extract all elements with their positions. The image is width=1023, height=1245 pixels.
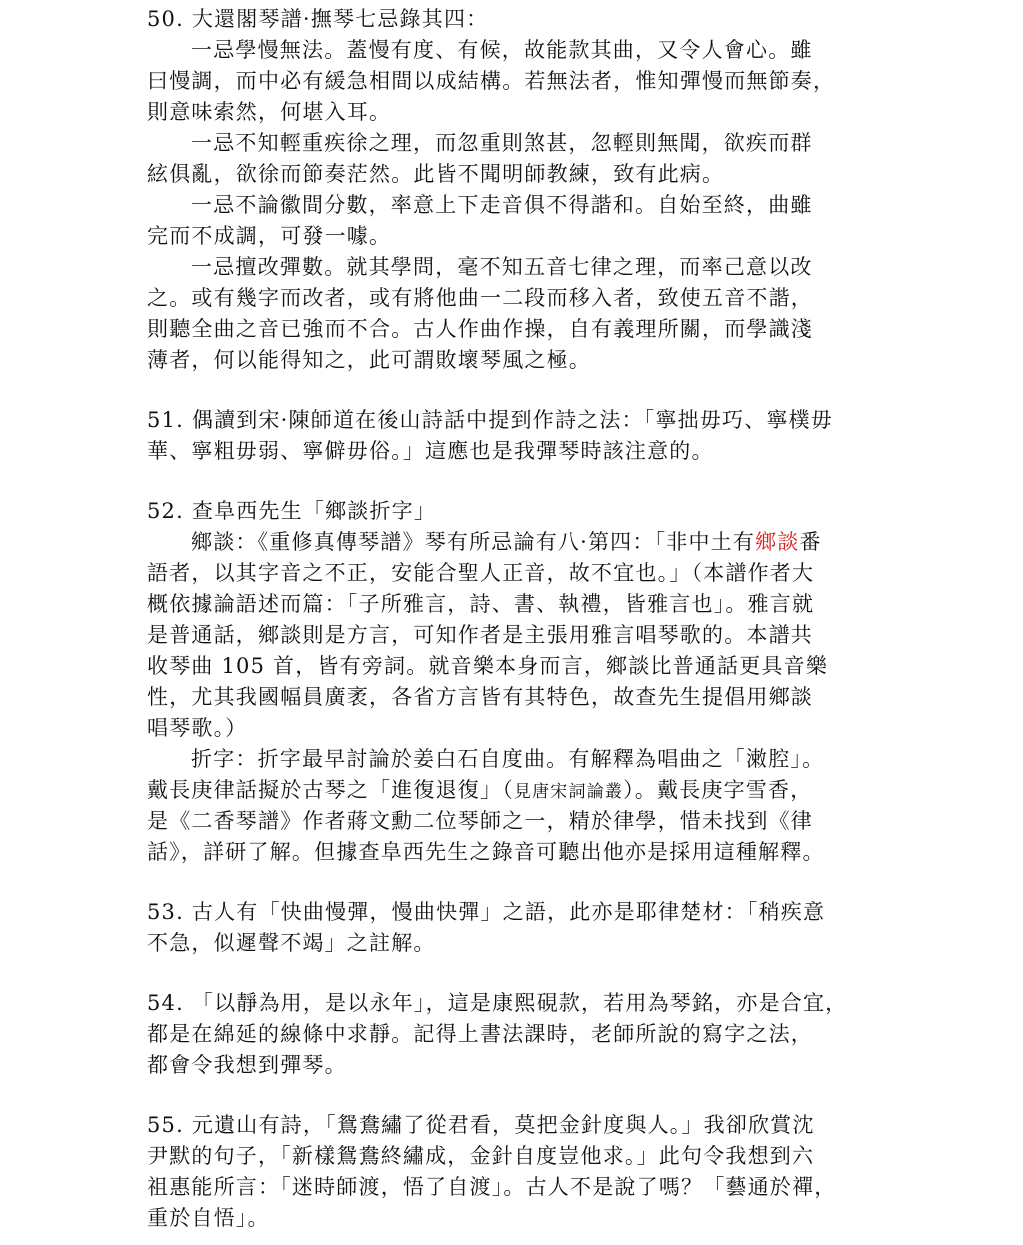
paragraph-line: 絃俱亂，欲徐而節奏茫然。此皆不聞明師教練，致有此病。 — [147, 162, 725, 186]
paragraph-line: 重於自悟」。 — [147, 1206, 270, 1230]
paragraph-line: 則聽全曲之音已強而不合。古人作曲作操，自有義理所關，而學識淺 — [147, 317, 813, 341]
section-gap — [147, 376, 877, 405]
paragraph-line: 一忌不論徽間分數，率意上下走音俱不得諧和。自始至終，曲雖 — [191, 193, 813, 217]
paragraph-line: 之。或有幾字而改者，或有將他曲一二段而移入者，致使五音不諧， — [147, 286, 813, 310]
entry-50-title: 50. 大還閣琴譜·撫琴七忌錄其四： — [147, 7, 489, 31]
entry-53 — [147, 897, 877, 959]
citation-note: 見唐宋詞論叢 — [513, 782, 624, 802]
section-gap — [147, 467, 877, 496]
paragraph-line: 則意味索然，何堪入耳。 — [147, 100, 392, 124]
paragraph-line: 都會令我想到彈琴。 — [147, 1053, 347, 1077]
paragraph-line: 是《二香琴譜》作者蔣文勳二位琴師之一，精於律學，惜未找到《律 — [147, 809, 813, 833]
section-gap — [147, 1081, 877, 1110]
paragraph-line: 折字：折字最早討論於姜白石自度曲。有解釋為唱曲之「潄腔」。 — [191, 747, 825, 771]
paragraph-line: 祖惠能所言：「迷時師渡，悟了自渡」。古人不是說了嗎？「藝通於禪， — [147, 1175, 837, 1199]
entry-50 — [147, 4, 877, 376]
paragraph-line: 尹默的句子，「新樣鴛鴦終繡成，金針自度豈他求。」此句令我想到六 — [147, 1144, 815, 1168]
paragraph-line: 都是在綿延的線條中求靜。記得上書法課時，老師所說的寫字之法， — [147, 1022, 813, 1046]
entry-51 — [147, 405, 877, 467]
paragraph-line: 曰慢調，而中必有緩急相間以成結構。若無法者，惟知彈慢而無節奏， — [147, 69, 836, 93]
entry-55 — [147, 1110, 877, 1234]
text-span: 番 — [799, 530, 822, 554]
paragraph-line: 55. 元遺山有詩，「鴛鴦繡了從君看，莫把金針度與人。」我卻欣賞沈 — [147, 1113, 815, 1137]
paragraph-line: 收琴曲 105 首，皆有旁詞。就音樂本身而言，鄉談比普通話更具音樂 — [147, 654, 829, 678]
paragraph-line: 53. 古人有「快曲慢彈，慢曲快彈」之語，此亦是耶律楚材：「稍疾意 — [147, 900, 826, 924]
paragraph-line: 完而不成調，可發一噱。 — [147, 224, 392, 248]
text-span: 戴長庚律話擬於古琴之「進復退復」（ — [147, 778, 514, 802]
entry-54 — [147, 988, 877, 1081]
paragraph-line: 話》，詳研了解。但據查阜西先生之錄音可聽出他亦是採用這種解釋。 — [147, 840, 825, 864]
section-gap — [147, 959, 877, 988]
paragraph-line: 是普通話，鄉談則是方言，可知作者是主張用雅言唱琴歌的。本譜共 — [147, 623, 813, 647]
document-page — [147, 4, 877, 1234]
paragraph-line: 華、寧粗毋弱、寧僻毋俗。」這應也是我彈琴時該注意的。 — [147, 439, 714, 463]
text-span: ）。戴長庚字雪香， — [623, 778, 813, 802]
paragraph-line: 性，尤其我國幅員廣袤，各省方言皆有其特色，故查先生提倡用鄉談 — [147, 685, 813, 709]
highlighted-term: 鄉談 — [755, 530, 800, 554]
section-gap — [147, 868, 877, 897]
paragraph-line: 語者，以其字音之不正，安能合聖人正音，故不宜也。」（本譜作者大 — [147, 561, 815, 585]
entry-52-title: 52. 查阜西先生「鄉談折字」 — [147, 499, 437, 523]
paragraph-line — [147, 527, 877, 558]
paragraph-line: 概依據論語述而篇：「子所雅言，詩、書、執禮，皆雅言也」。雅言就 — [147, 592, 815, 616]
paragraph-line: 54. 「以靜為用，是以永年」，這是康熙硯款，若用為琴銘，亦是合宜， — [147, 991, 848, 1015]
text-span: 鄉談：《重修真傳琴譜》琴有所忌論有八·第四：「非中土有 — [191, 530, 756, 554]
paragraph-line: 唱琴歌。） — [147, 716, 248, 740]
paragraph-line: 51. 偶讀到宋·陳師道在後山詩話中提到作詩之法：「寧拙毋巧、寧樸毋 — [147, 408, 834, 432]
paragraph-line: 一忌不知輕重疾徐之理，而忽重則煞甚，忽輕則無聞，欲疾而群 — [191, 131, 813, 155]
paragraph-line: 一忌學慢無法。蓋慢有度、有候，故能款其曲，又令人會心。雖 — [191, 38, 813, 62]
paragraph-line: 薄者，何以能得知之，此可謂敗壞琴風之極。 — [147, 348, 591, 372]
paragraph-line: 不急，似遲聲不竭」之註解。 — [147, 931, 436, 955]
paragraph-line: 一忌擅改彈數。就其學問，毫不知五音七律之理，而率己意以改 — [191, 255, 813, 279]
entry-52 — [147, 496, 877, 868]
paragraph-line — [147, 775, 877, 806]
